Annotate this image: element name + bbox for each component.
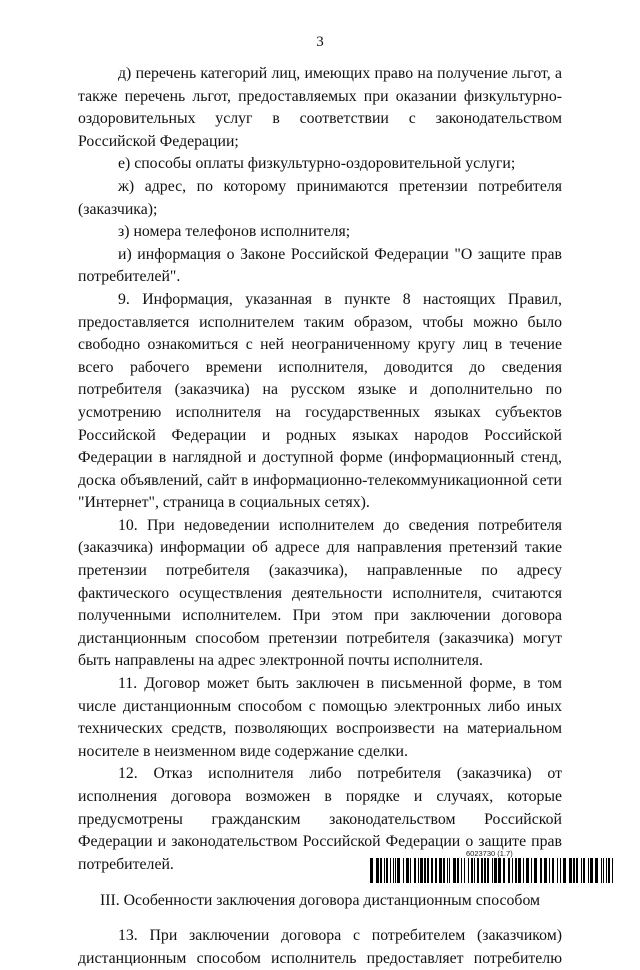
page-number: 3 [316,34,324,50]
paragraph-item-zh: ж) адрес, по которому принимаются претензии потребителя (заказчика); [78,177,562,218]
barcode-label: 6023730 (1.7) [466,849,513,858]
barcode-block [370,849,614,883]
paragraph-10: 10. При недоведении исполнителем до сведения потребителя (заказчика) информации об адресе для направления претензий такие претензии потребителя (заказчика), направленные по адресу фактического осуществления деятельности исполнителя, считаются полученными исполнителем. При этом при заключении договора дистанционным способом претензии потребителя (заказчика) могут быть направлены на адрес электронной почты исполнителя. [78,516,562,670]
paragraph-item-d: д) перечень категорий лиц, имеющих право на получение льгот, а также перечень льгот, предоставляемых при оказании физкультурно-оздоровительных услуг в соответствии с законодательством Российской Федерации; [78,65,562,150]
paragraph-9: 9. Информация, указанная в пункте 8 настоящих Правил, предоставляется исполнителем таким образом, чтобы можно было свободно ознакомиться с ней неограниченному кругу лиц в течение всего рабочего времени исполнителя, доводится до сведения потребителя (заказчика) на русском языке и дополнительно по усмотрению исполнителя на государственных языках субъектов Российской Федерации и родных языках народов Российской Федерации в наглядной и доступной форме (информационный стенд, доска объявлений, сайт в информационно-телекоммуникационной сети "Интернет", страница в социальных сетях). [78,290,562,512]
paragraph-13: 13. При заключении договора с потребителем (заказчиком) дистанционным способом исполнитель предоставляет потребителю [78,926,562,967]
paragraph-item-i: и) информация о Законе Российской Федерации "О защите прав потребителей". [78,245,562,286]
paragraph-item-e: е) способы оплаты физкультурно-оздоровительной услуги; [118,155,516,173]
paragraph-11: 11. Договор может быть заключен в письменной форме, в том числе дистанционным способом с помощью электронных либо иных технических средств, позволяющих воспроизвести на материальном носителе в неизменном виде содержание сделки. [78,675,562,760]
document-body [78,63,562,970]
section-heading: III. Особенности заключения договора дистанционным способом [99,892,541,910]
barcode-image [370,858,614,883]
paragraph-12: 12. Отказ исполнителя либо потребителя (заказчика) от исполнения договора возможен в порядке и случаях, которые предусмотрены гражданским законодательством Российской Федерации и законодательством Российской Федерации о защите прав потребителей. [78,765,562,873]
paragraph-item-z: з) номера телефонов исполнителя; [118,223,351,241]
